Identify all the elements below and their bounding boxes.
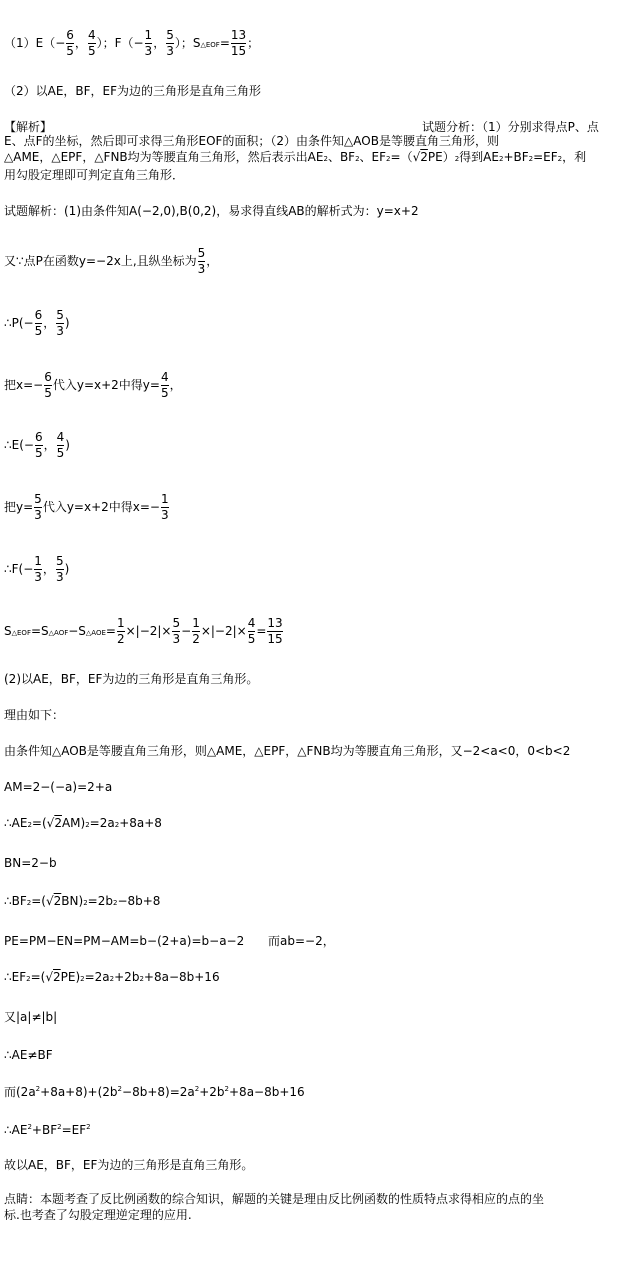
analysis-label: 【解析】 — [4, 120, 53, 134]
fraction-4-5: $\frac{4}{5}$ — [160, 370, 169, 400]
fraction-4-5: $\frac{4}{5}$ — [247, 616, 256, 646]
solution-ae-squared: ∴AE2=(√2AM)2=2a2+8a+8 — [4, 816, 162, 830]
solution-area-formula: S△EOF=S△AOF−S△AOE= $\frac{1}{2}$ ×|−2|× $\frac{5}{3}$ − $\frac{1}{2}$ ×|−2|× $\frac{4}{5}$ = $\frac{13}{15}$ — [4, 616, 283, 646]
fraction-13-15: $\frac{13}{15}$ — [267, 616, 283, 646]
analysis-heading: 试题分析：（1）分别求得点P、点 — [422, 120, 599, 134]
fraction-1-3: $\frac{1}{3}$ — [34, 554, 42, 584]
solution-reason-heading: 理由如下： — [4, 708, 65, 722]
solution-substitute-y: 把y= $\frac{5}{3}$ 代入y=x+2中得x=− $\frac{1}{3}$ — [4, 492, 169, 522]
solution-am: AM=2−(−a)=2+a — [4, 780, 113, 794]
fraction-5-3: $\frac{5}{3}$ — [34, 492, 42, 522]
fraction-5-3: $\frac{5}{3}$ — [55, 554, 64, 584]
solution-point-e: ∴E(− $\frac{6}{5}$ ， $\frac{4}{5}$ ) — [4, 430, 70, 460]
fraction-5-3: $\frac{5}{3}$ — [197, 246, 206, 276]
solution-substitute-x: 把x=− $\frac{6}{5}$ 代入y=x+2中得y= $\frac{4}{5}$ ， — [4, 370, 182, 400]
fraction-1-3: $\frac{1}{3}$ — [144, 28, 153, 58]
solution-ab-product: 而ab=−2， — [268, 934, 335, 948]
fraction-1-3: $\frac{1}{3}$ — [160, 492, 169, 522]
answer-part1: （1）E（− $\frac{6}{5}$ ， $\frac{4}{5}$ ）；F（− $\frac{1}{3}$ ， $\frac{5}{3}$ ）；S△EOF= $\frac{13}{15}$ ； — [4, 28, 260, 58]
sqrt-2: √2 — [46, 894, 62, 908]
answer-part2: （2）以AE，BF，EF为边的三角形是直角三角形 — [4, 84, 262, 98]
solution-conclusion: 故以AE，BF，EF为边的三角形是直角三角形。 — [4, 1158, 254, 1172]
analysis-line2: △AME，△EPF，△FNB均为等腰直角三角形，然后表示出AE2、BF2、EF2=（√2PE）2得到AE2+BF2=EF2，利 — [4, 150, 587, 164]
sqrt-2: √2 — [46, 816, 62, 830]
solution-sum: 而$(2a^2+8a+8)+(2b^2-8b+8)=2a^2+2b^2+8a-8b+16$ — [4, 1085, 305, 1099]
sqrt-2: √2 — [412, 150, 428, 164]
fraction-1-2: $\frac{1}{2}$ — [192, 616, 200, 646]
solution-line2: 又∵点P在函数y=−2x上,且纵坐标为 $\frac{5}{3}$ ， — [4, 246, 219, 276]
solution-bf-squared: ∴BF2=(√2BN)2=2b2−8b+8 — [4, 894, 161, 908]
fraction-5-3: $\frac{5}{3}$ — [56, 308, 64, 338]
solution-line1: 试题解析：(1)由条件知A(−2,0),B(0,2)，易求得直线AB的解析式为：y=x+2 — [4, 204, 419, 218]
analysis-line1: E、点F的坐标，然后即可求得三角形EOF的面积；（2）由条件知△AOB是等腰直角三角形，则 — [4, 134, 499, 148]
solution-bn: BN=2−b — [4, 856, 57, 870]
solution-abs-neq: 又|a|≠|b| — [4, 1010, 58, 1024]
fraction-6-5: $\frac{6}{5}$ — [34, 430, 43, 460]
comment-line2: 标.也考查了勾股定理逆定理的应用. — [4, 1208, 192, 1222]
analysis-line3: 用勾股定理即可判定直角三角形． — [4, 168, 185, 182]
solution-part2-claim: (2)以AE，BF，EF为边的三角形是直角三角形。 — [4, 672, 259, 686]
solution-condition: 由条件知△AOB是等腰直角三角形，则△AME，△EPF，△FNB均为等腰直角三角形，又−2<a<0，0<b<2 — [4, 744, 571, 758]
fraction-6-5: $\frac{6}{5}$ — [66, 28, 74, 58]
solution-point-p: ∴P(− $\frac{6}{5}$ ， $\frac{5}{3}$ ) — [4, 308, 70, 338]
solution-pythagoras: $\therefore AE^2+BF^2=EF^2$ — [4, 1123, 91, 1137]
fraction-6-5: $\frac{6}{5}$ — [34, 308, 43, 338]
fraction-6-5: $\frac{6}{5}$ — [44, 370, 52, 400]
fraction-4-5: $\frac{4}{5}$ — [87, 28, 96, 58]
fraction-5-3: $\frac{5}{3}$ — [172, 616, 181, 646]
solution-ef-squared: ∴EF2=(√2PE)2=2a2+2b2+8a−8b+16 — [4, 970, 220, 984]
sqrt-2: √2 — [45, 970, 61, 984]
solution-ae-neq-bf: ∴AE≠BF — [4, 1048, 53, 1062]
solution-pe: PE=PM−EN=PM−AM=b−(2+a)=b−a−2 — [4, 934, 245, 948]
fraction-5-3: $\frac{5}{3}$ — [166, 28, 174, 58]
fraction-13-15: $\frac{13}{15}$ — [230, 28, 247, 58]
fraction-1-2: $\frac{1}{2}$ — [116, 616, 125, 646]
solution-point-f: ∴F(− $\frac{1}{3}$ ， $\frac{5}{3}$ ) — [4, 554, 70, 584]
fraction-4-5: $\frac{4}{5}$ — [56, 430, 65, 460]
comment-line1: 点睛：本题考查了反比例函数的综合知识，解题的关键是理由反比例函数的性质特点求得相应的点的坐 — [4, 1192, 545, 1206]
